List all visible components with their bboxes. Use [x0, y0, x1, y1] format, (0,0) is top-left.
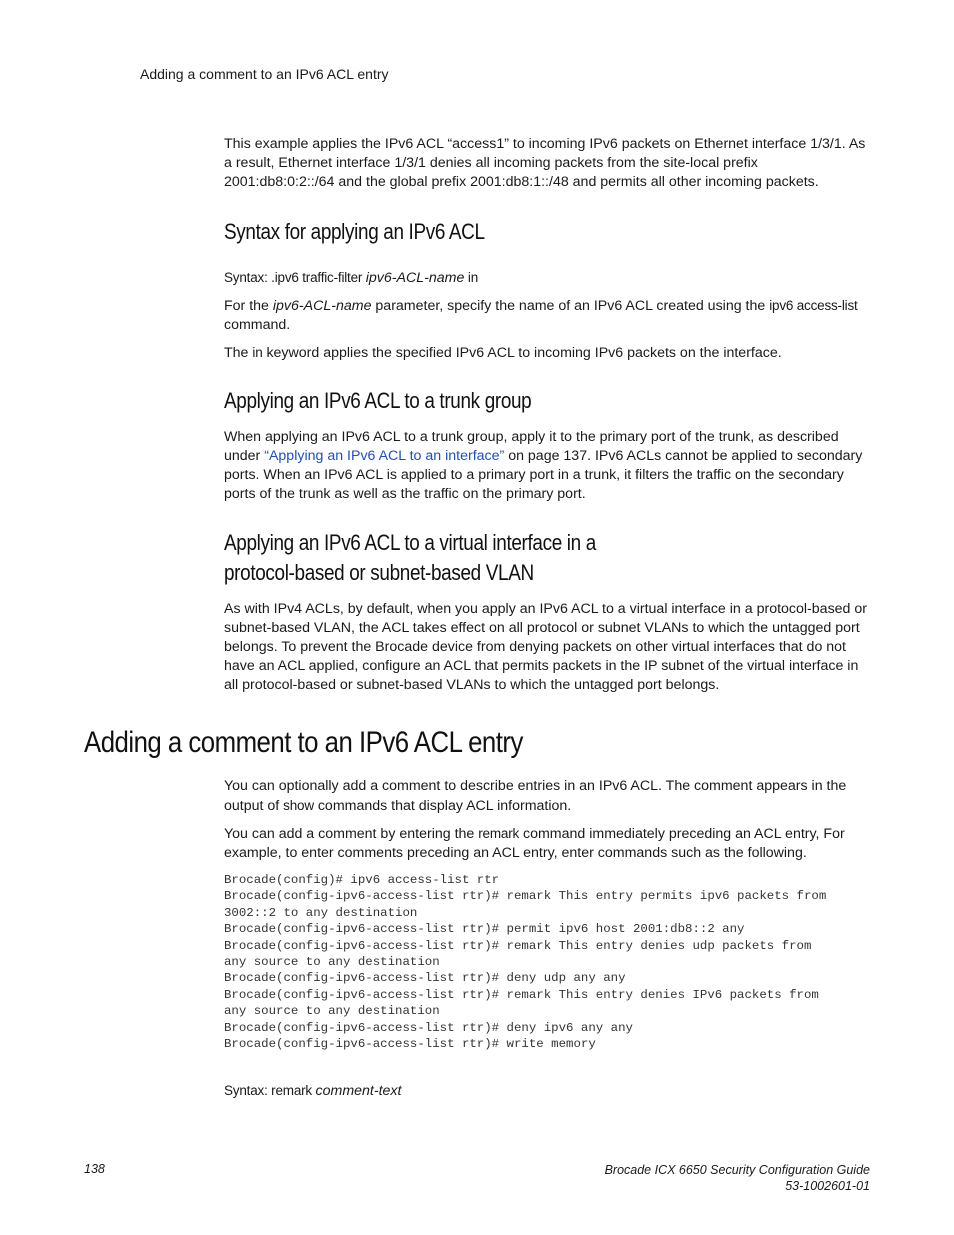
- heading-virtual-interface-line1: Applying an IPv6 ACL to a virtual interface in a: [224, 530, 596, 555]
- intro-paragraph: This example applies the IPv6 ACL “access1” to incoming IPv6 packets on Ethernet interface 1/3/1. As a result, Ethernet interface 1/3/1 denies all incoming packets from the site-local prefix 2001:db8:0:2::/64 and the global prefix 2001:db8:1::/48 and permits all other incoming packets.: [224, 136, 866, 190]
- text-run: You can add a comment by entering the: [224, 826, 479, 842]
- text-run: command immediately preceding an ACL entry, For example, to enter comments preceding an ACL entry, enter commands such as the following.: [224, 826, 845, 861]
- heading-adding-comment: Adding a comment to an IPv6 ACL entry: [84, 726, 523, 759]
- parameter-run: ipv6-ACL-name: [272, 298, 372, 314]
- syntax-command: .ipv6 traffic-filter: [267, 270, 366, 285]
- text-run: For the: [224, 298, 273, 314]
- heading-syntax-applying-ipv6-acl: Syntax for applying an IPv6 ACL: [224, 219, 485, 244]
- syntax-label: Syntax:: [224, 270, 268, 285]
- text-run: parameter, specify the name of an IPv6 ACL created using the: [371, 298, 770, 314]
- text-run: The: [224, 345, 253, 361]
- comment-intro-paragraph: [224, 777, 870, 816]
- text-run: commands that display ACL information.: [313, 798, 572, 814]
- text-run: keyword applies the specified IPv6 ACL to incoming IPv6 packets on the interface.: [262, 345, 782, 361]
- vlan-paragraph: As with IPv4 ACLs, by default, when you apply an IPv6 ACL to a virtual interface in a protocol-based or subnet-based VLAN, the ACL takes effect on all protocol or subnet VLANs to which the untagged port belongs. To prevent the Brocade device from denying packets on other virtual interfaces that do not have an ACL applied, configure an ACL that permits packets in the IP subnet of the virtual interface in all protocol-based or subnet-based VLANs to which the untagged port belongs.: [224, 601, 867, 693]
- syntax-parameter: comment-text: [315, 1083, 402, 1099]
- acl-name-paragraph: [224, 296, 870, 335]
- syntax-keyword: in: [464, 270, 479, 285]
- text-run: You can optionally add a comment to describe entries in an IPv6 ACL. The comment appears in the output of: [224, 778, 847, 814]
- keyword-run: remark: [478, 826, 520, 841]
- syntax-keyword: remark: [267, 1083, 316, 1098]
- syntax-line-remark: [224, 1081, 870, 1101]
- heading-trunk-group: Applying an IPv6 ACL to a trunk group: [224, 388, 532, 413]
- text-run: command.: [224, 317, 291, 333]
- keyword-run: ipv6 access-list: [769, 298, 858, 313]
- syntax-line-traffic-filter: [224, 268, 870, 288]
- heading-virtual-interface-line2: protocol-based or subnet-based VLAN: [224, 560, 534, 585]
- keyword-run: in: [252, 345, 263, 360]
- in-keyword-paragraph: [224, 343, 870, 363]
- running-head: Adding a comment to an IPv6 ACL entry: [140, 66, 389, 82]
- footer-doc-info: [605, 1162, 870, 1194]
- code-example: Brocade(config)# ipv6 access-list rtr Brocade(config-ipv6-access-list rtr)# remark This entry permits ipv6 packets from 3002::2 to any destination Brocade(config-ipv6-access-list rtr)# permit ipv6 host 2001:db8::2 any Brocade(config-ipv6-access-list rtr)# remark This entry denies udp packets from any source to any destination Brocade(config-ipv6-access-list rtr)# deny udp any any Brocade(config-ipv6-access-list rtr)# remark This entry denies IPv6 packets from any source to any destination Brocade(config-ipv6-access-list rtr)# deny ipv6 any any Brocade(config-ipv6-access-list rtr)# write memory: [224, 873, 827, 1052]
- syntax-parameter: ipv6-ACL-name: [365, 270, 465, 286]
- page-number: 138: [84, 1162, 105, 1176]
- text-run: on page 137. IPv6 ACLs cannot be applied to secondary ports. When an IPv6 ACL is applied to a primary port in a trunk, it filters the traffic on the secondary ports of the trunk as well as the traffic on the primary port.: [224, 448, 863, 502]
- footer-doc-number: 53-1002601-01: [785, 1179, 870, 1193]
- syntax-label: Syntax:: [224, 1083, 268, 1098]
- footer-doc-title: Brocade ICX 6650 Security Configuration Guide: [604, 1163, 870, 1177]
- text-run: When applying an IPv6 ACL to a trunk group, apply it to the primary port of the trunk, as described under: [224, 429, 839, 464]
- cross-reference-link[interactable]: “Applying an IPv6 ACL to an interface”: [264, 448, 505, 464]
- keyword-run: show: [283, 798, 314, 813]
- remark-paragraph: [224, 824, 870, 863]
- trunk-group-paragraph: [224, 428, 870, 504]
